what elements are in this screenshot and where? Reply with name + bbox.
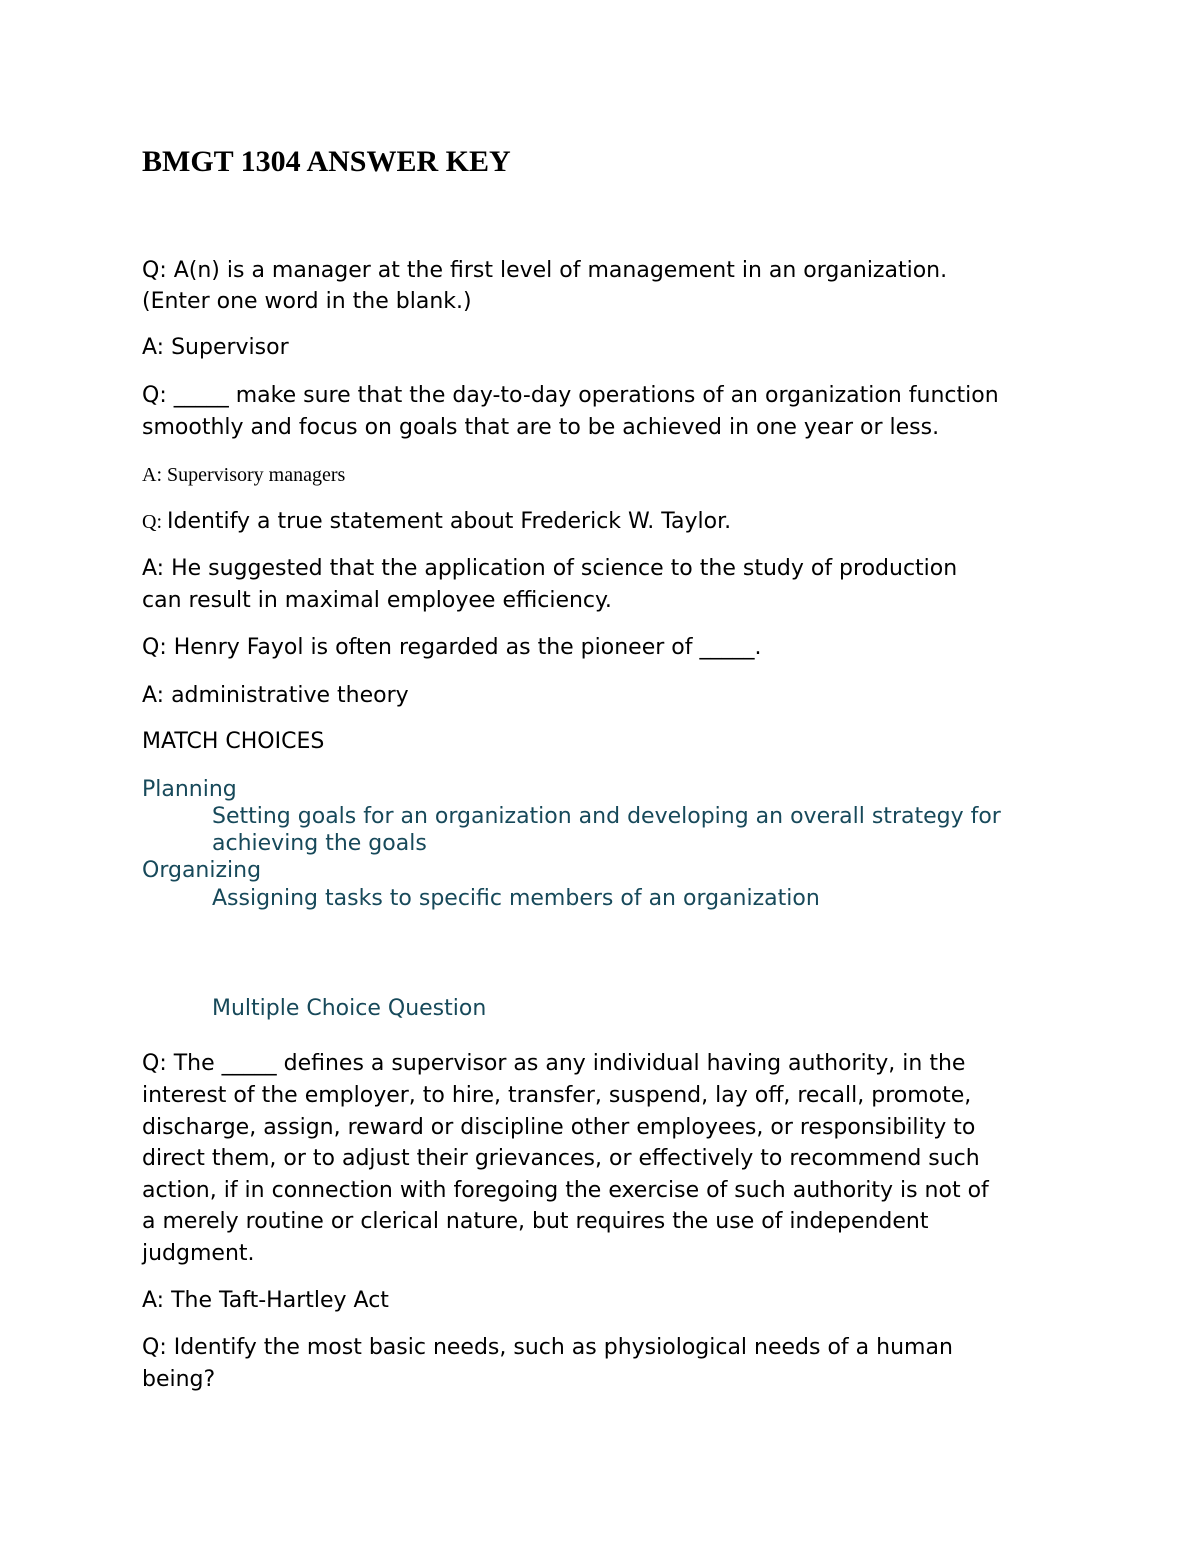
mcq-question-line-3: discharge, assign, reward or discipline other employees, or responsibility to [142,1115,976,1140]
answer-4: A: administrative theory [142,683,409,708]
question-5-line-2: being? [142,1367,216,1392]
question-1-line-2: (Enter one word in the blank.) [142,289,472,314]
answer-1: A: Supervisor [142,335,289,360]
question-5-line-1: Q: Identify the most basic needs, such as physiological needs of a human [142,1335,953,1360]
mcq-question-line-6: a merely routine or clerical nature, but requires the use of independent [142,1209,929,1234]
mcq-question-line-7: judgment. [142,1241,255,1266]
answer-2: A: Supervisory managers [142,464,346,486]
question-3-text: Identify a true statement about Frederick W. Taylor. [167,509,732,534]
question-4: Q: Henry Fayol is often regarded as the pioneer of _____. [142,635,762,660]
question-2-line-2: smoothly and focus on goals that are to be achieved in one year or less. [142,415,940,440]
match-definition-planning-line-2: achieving the goals [212,831,427,856]
match-term-organizing: Organizing [142,858,262,883]
mcq-question-line-2: interest of the employer, to hire, transfer, suspend, lay off, recall, promote, [142,1083,972,1108]
mcq-question-line-1: Q: The _____ defines a supervisor as any individual having authority, in the [142,1051,966,1076]
question-3-prefix: Q: [142,511,167,533]
mcq-question-line-4: direct them, or to adjust their grievances, or effectively to recommend such [142,1146,980,1171]
question-3 [142,506,731,538]
match-definition-planning-line-1: Setting goals for an organization and developing an overall strategy for [212,804,1001,829]
question-1-line-1: Q: A(n) is a manager at the first level of management in an organization. [142,258,948,283]
document-title: BMGT 1304 ANSWER KEY [142,145,511,178]
match-definition-organizing: Assigning tasks to specific members of an organization [212,886,820,911]
question-2-line-1: Q: _____ make sure that the day-to-day operations of an organization function [142,383,999,408]
match-term-planning: Planning [142,777,237,802]
match-heading: MATCH CHOICES [142,729,325,754]
mcq-answer: A: The Taft-Hartley Act [142,1288,389,1313]
mcq-question-line-5: action, if in connection with foregoing the exercise of such authority is not of [142,1178,989,1203]
answer-3-line-1: A: He suggested that the application of science to the study of production [142,556,958,581]
answer-3-line-2: can result in maximal employee efficiency. [142,588,612,613]
mcq-heading: Multiple Choice Question [212,996,487,1021]
